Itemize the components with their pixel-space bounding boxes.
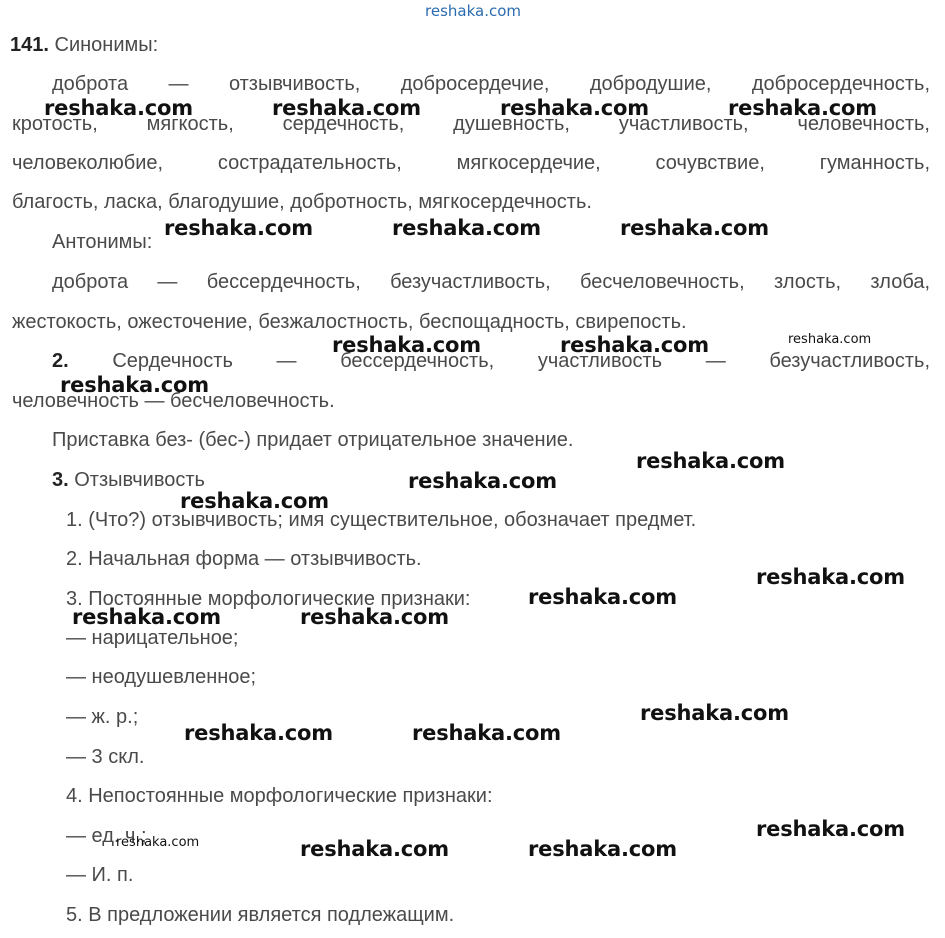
watermark: reshaka.com xyxy=(788,332,872,347)
section-number: 3. xyxy=(52,469,69,491)
watermark: reshaka.com xyxy=(756,565,905,589)
section-2-line-3: Приставка без- (бес-) придает отрицательное значение. xyxy=(52,429,574,451)
watermark: reshaka.com xyxy=(620,216,769,240)
analysis-item: — неодушевленное; xyxy=(66,666,257,688)
section-number: 141. xyxy=(10,34,49,56)
section-title: Синонимы: xyxy=(54,34,159,56)
analysis-item: — ж. р.; xyxy=(66,706,139,728)
watermark: reshaka.com xyxy=(60,373,209,397)
analysis-item: — И. п. xyxy=(66,864,134,886)
section-title: Отзывчивость xyxy=(74,469,205,491)
analysis-item: 4. Непостоянные морфологические признаки: xyxy=(66,785,493,807)
watermark: reshaka.com xyxy=(636,449,785,473)
synonyms-line-4: благость, ласка, благодушие, добротность, мягкосердечность. xyxy=(12,191,592,213)
site-header-label[interactable]: reshaka.com xyxy=(425,2,521,20)
watermark: reshaka.com xyxy=(392,216,541,240)
watermark: reshaka.com xyxy=(528,837,677,861)
analysis-item: 2. Начальная форма — отзывчивость. xyxy=(66,548,422,570)
section-2-line-2: человечность — бесчеловечность. xyxy=(12,390,335,412)
antonyms-title: Антонимы: xyxy=(52,231,153,253)
analysis-item: — 3 скл. xyxy=(66,746,145,768)
watermark: reshaka.com xyxy=(640,701,789,725)
section-number: 2. xyxy=(52,350,69,372)
antonyms-line-2: жестокость, ожесточение, безжалостность, беспощадность, свирепость. xyxy=(12,311,687,333)
watermark: reshaka.com xyxy=(164,216,313,240)
analysis-item: — ед. ч.; xyxy=(66,825,147,847)
synonyms-line-3: человеколюбие, сострадательность, мягкосердечие, сочувствие, гуманность, xyxy=(12,152,930,174)
section-2-line-1 xyxy=(52,349,930,373)
watermark: reshaka.com xyxy=(332,333,481,357)
watermark: reshaka.com xyxy=(300,837,449,861)
watermark: reshaka.com xyxy=(116,835,200,850)
analysis-item: — нарицательное; xyxy=(66,627,239,649)
synonyms-line-2: кротость, мягкость, сердечность, душевность, участливость, человечность, xyxy=(12,113,930,135)
analysis-item: 3. Постоянные морфологические признаки: xyxy=(66,588,471,610)
watermark: reshaka.com xyxy=(412,721,561,745)
section-2-text: Сердечность — бессердечность, участливость — безучастливость, xyxy=(112,350,931,372)
watermark: reshaka.com xyxy=(560,333,709,357)
section-141-heading xyxy=(10,33,158,57)
analysis-item: 1. (Что?) отзывчивость; имя существительное, обозначает предмет. xyxy=(66,509,697,531)
watermark: reshaka.com xyxy=(500,96,649,120)
watermark: reshaka.com xyxy=(528,585,677,609)
watermark: reshaka.com xyxy=(272,96,421,120)
watermark: reshaka.com xyxy=(44,96,193,120)
antonyms-line-1: доброта — бессердечность, безучастливость, бесчеловечность, злость, злоба, xyxy=(52,271,930,293)
synonyms-line-1: доброта — отзывчивость, добросердечие, добродушие, добросердечность, xyxy=(52,73,930,95)
analysis-item: 5. В предложении является подлежащим. xyxy=(66,904,455,926)
watermark: reshaka.com xyxy=(184,721,333,745)
watermark: reshaka.com xyxy=(300,605,449,629)
watermark: reshaka.com xyxy=(180,489,329,513)
watermark: reshaka.com xyxy=(72,605,221,629)
watermark: reshaka.com xyxy=(728,96,877,120)
watermark: reshaka.com xyxy=(408,469,557,493)
watermark: reshaka.com xyxy=(756,817,905,841)
